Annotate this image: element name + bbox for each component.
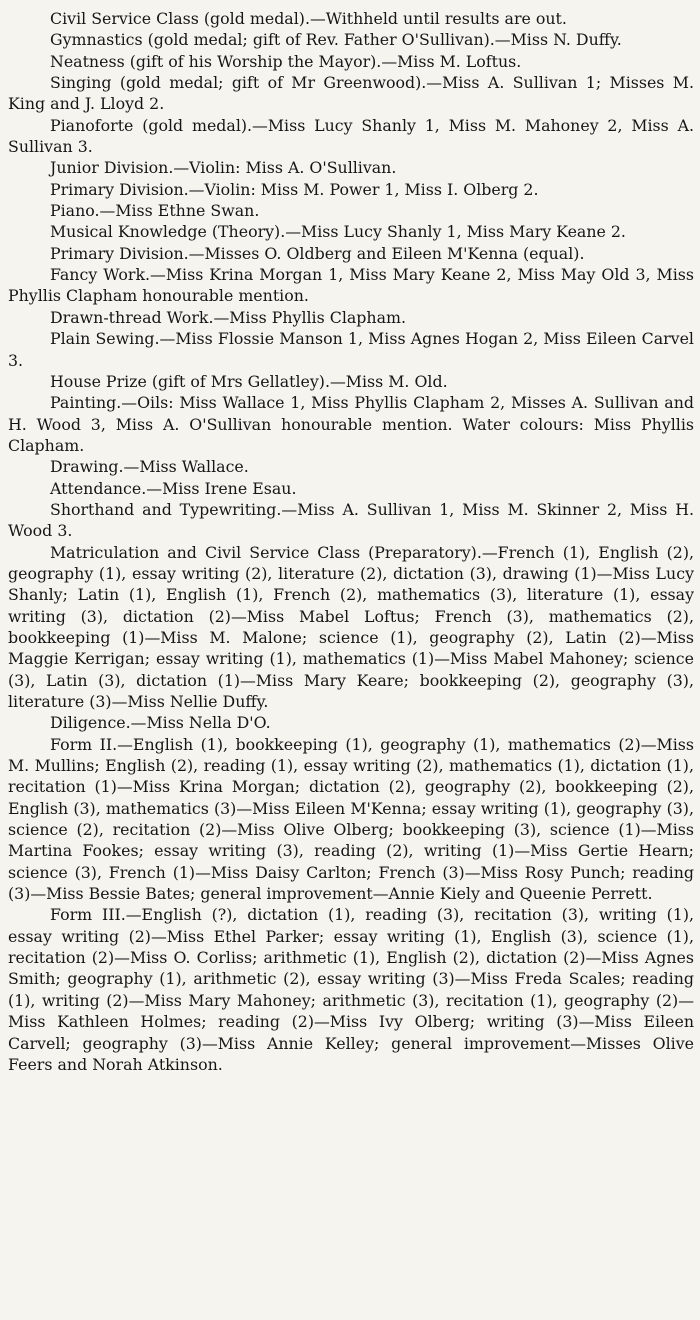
paragraph-diligence: Diligence.—Miss Nella D'O. [50, 713, 271, 733]
paragraph-piano: Piano.—Miss Ethne Swan. [50, 201, 260, 221]
paragraph-gymnastics: Gymnastics (gold medal; gift of Rev. Father O'Sullivan).—Miss N. Duffy. [50, 30, 622, 50]
paragraph-shorthand: Shorthand and Typewriting.—Miss A. Sullivan 1, Miss M. Skinner 2, Miss H. Wood 3. [8, 499, 694, 541]
paragraph-civil-service: Civil Service Class (gold medal).—Withheld until results are out. [50, 9, 567, 28]
paragraph-neatness: Neatness (gift of his Worship the Mayor).—Miss M. Loftus. [50, 51, 522, 71]
paragraph-junior-violin: Junior Division.—Violin: Miss A. O'Sullivan. [50, 158, 397, 178]
article-column [8, 8, 694, 1075]
paragraph-primary-violin: Primary Division.—Violin: Miss M. Power 1, Miss I. Olberg 2. [50, 179, 539, 199]
paragraph-musical-knowledge: Musical Knowledge (Theory).—Miss Lucy Shanly 1, Miss Mary Keane 2. [50, 222, 626, 242]
paragraph-plain-sewing: Plain Sewing.—Miss Flossie Manson 1, Miss Agnes Hogan 2, Miss Eileen Carvel 3. [8, 329, 694, 370]
paragraph-house-prize: House Prize (gift of Mrs Gellatley).—Miss M. Old. [50, 371, 448, 391]
paragraph-form-iii: Form III.—English (?), dictation (1), reading (3), recitation (3), writing (1), essay writing (2)—Miss Ethel Parker; essay writing (1), English (3), science (1), recitation (2)—Miss O. Corliss; arithmetic (1), English (2), dictation (2)—Miss Agnes Smith; geography (1), arithmetic (2), essay writing (3)—Miss Freda Scales; reading (1), writing (2)—Miss Mary Mahoney; arithmetic (3), recitation (1), geography (2)—Miss Kathleen Holmes; reading (2)—Miss Ivy Olberg; writing (3)—Miss Eileen Carvell; geography (3)—Miss Annie Kelley; general improvement—Misses Olive Feers and Norah Atkinson. [8, 905, 694, 1074]
paragraph-primary-division: Primary Division.—Misses O. Oldberg and Eileen M'Kenna (equal). [50, 243, 585, 263]
paragraph-drawn-thread: Drawn-thread Work.—Miss Phyllis Clapham. [50, 307, 406, 327]
paragraph-form-ii: Form II.—English (1), bookkeeping (1), geography (1), mathematics (2)—Miss M. Mullins; English (2), reading (1), essay writing (2), mathematics (1), dictation (1), recitation (1)—Miss Krina Morgan; dictation (2), geography (2), bookkeeping (2), English (3), mathematics (3)—Miss Eileen M'Kenna; essay writing (1), geography (3), science (2), recitation (2)—Miss Olive Olberg; bookkeeping (3), science (1)—Miss Martina Fookes; essay writing (3), reading (2), writing (1)—Miss Gertie Hearn; science (3), French (1)—Miss Daisy Carlton; French (3)—Miss Rosy Punch; reading (3)—Miss Bessie Bates; general improvement—Annie Kiely and Queenie Perrett. [8, 734, 694, 904]
paragraph-fancy-work: Fancy Work.—Miss Krina Morgan 1, Miss Mary Keane 2, Miss May Old 3, Miss Phyllis Clapham honourable mention. [8, 265, 694, 306]
paragraph-painting: Painting.—Oils: Miss Wallace 1, Miss Phyllis Clapham 2, Misses A. Sullivan and H. Wood 3, Miss A. O'Sullivan honourable mention. Water colours: Miss Phyllis Clapham. [8, 393, 694, 455]
paragraph-singing: Singing (gold medal; gift of Mr Greenwood).—Miss A. Sullivan 1; Misses M. King and J. Lloyd 2. [8, 73, 694, 114]
paragraph-matriculation: Matriculation and Civil Service Class (Preparatory).—French (1), English (2), geography (1), essay writing (2), literature (2), dictation (3), drawing (1)—Miss Lucy Shanly; Latin (1), English (1), French (2), mathematics (3), literature (1), essay writing (3), dictation (2)—Miss Mabel Loftus; French (3), mathematics (2), bookkeeping (1)—Miss M. Malone; science (1), geography (2), Latin (2)—Miss Maggie Kerrigan; essay writing (1), mathematics (1)—Miss Mabel Mahoney; science (3), Latin (3), dictation (1)—Miss Mary Keare; bookkeeping (2), geography (3), literature (3)—Miss Nellie Duffy. [8, 542, 694, 711]
paragraph-attendance: Attendance.—Miss Irene Esau. [50, 478, 297, 498]
paragraph-drawing: Drawing.—Miss Wallace. [50, 457, 249, 477]
paragraph-pianoforte: Pianoforte (gold medal).—Miss Lucy Shanly 1, Miss M. Mahoney 2, Miss A. Sullivan 3. [8, 115, 694, 157]
